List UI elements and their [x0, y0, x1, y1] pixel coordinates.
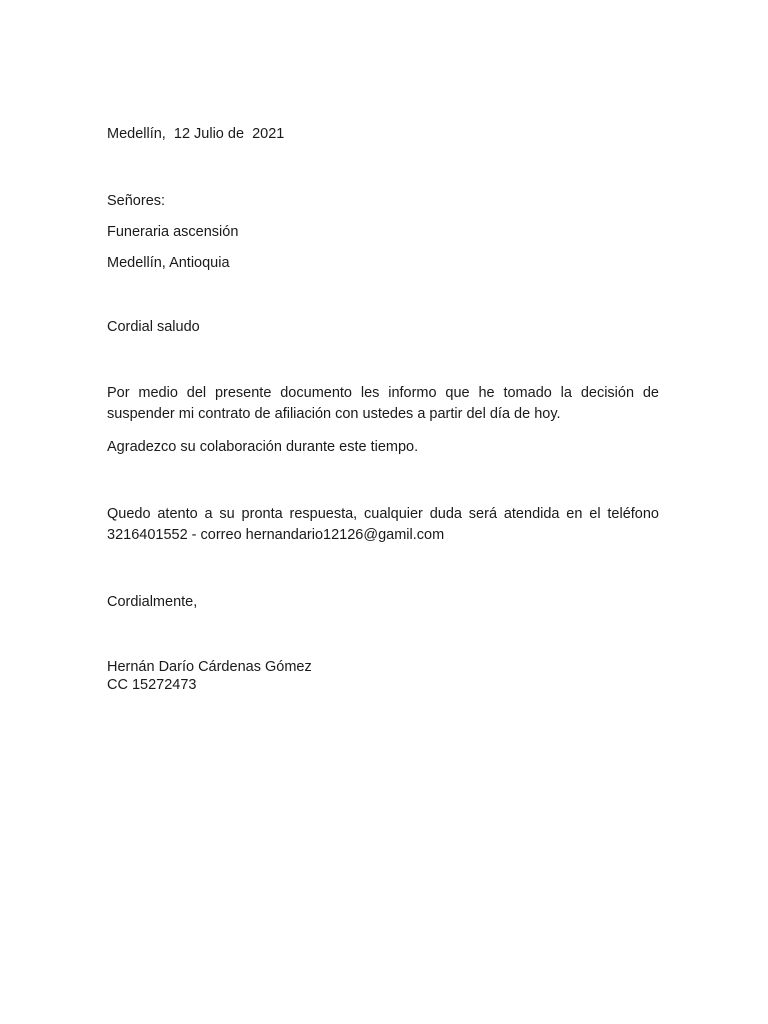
closing: Cordialmente,: [107, 594, 198, 610]
body-paragraph-3-line-1: Quedo atento a su pronta respuesta, cualquier duda será atendida en el teléfono: [107, 506, 659, 522]
body-paragraph-3: [107, 504, 659, 546]
recipient-city: Medellín, Antioquia: [107, 255, 230, 271]
body-paragraph-2: Agradezco su colaboración durante este tiempo.: [107, 439, 419, 455]
letter-date: Medellín, 12 Julio de 2021: [107, 126, 285, 142]
body-paragraph-1-line-1: Por medio del presente documento les informo que he tomado la decisión de: [107, 385, 659, 401]
body-paragraph-3-line-2: 3216401552 - correo hernandario12126@gamil.com: [107, 527, 445, 543]
signature-name: Hernán Darío Cárdenas Gómez: [107, 659, 312, 675]
body-paragraph-1-line-2: suspender mi contrato de afiliación con ustedes a partir del día de hoy.: [107, 406, 561, 422]
salutation: Cordial saludo: [107, 319, 200, 335]
recipient-company: Funeraria ascensión: [107, 224, 239, 240]
recipient-greeting: Señores:: [107, 193, 166, 209]
signature-id: CC 15272473: [107, 677, 197, 693]
body-paragraph-1: [107, 383, 659, 425]
